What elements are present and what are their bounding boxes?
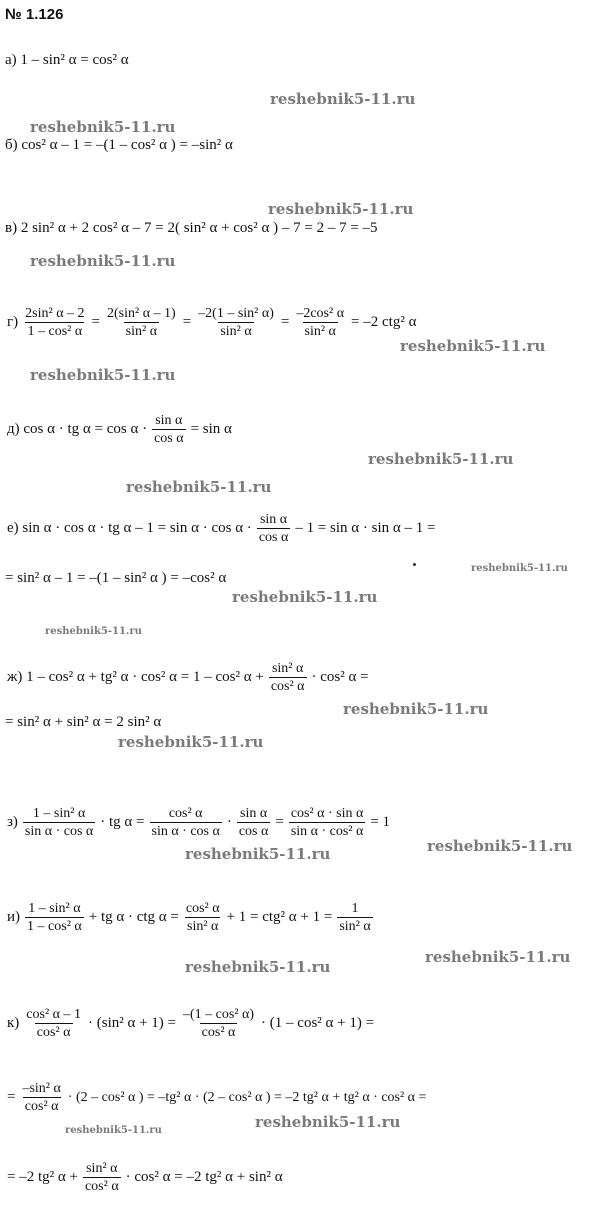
fraction xyxy=(257,511,291,546)
fraction xyxy=(23,805,95,840)
fraction xyxy=(20,1080,62,1115)
watermark-text: reshebnik5-11.ru xyxy=(255,1113,401,1131)
numerator: cos² α xyxy=(185,901,220,916)
item-b xyxy=(5,137,233,154)
watermark-text: reshebnik5-11.ru xyxy=(185,845,331,863)
watermark-text: reshebnik5-11.ru xyxy=(65,1125,162,1136)
fraction xyxy=(184,900,222,935)
item-v-text: в) 2 sin² α + 2 cos² α – 7 = 2( sin² α + cos² α ) – 7 = 2 – 7 = –5 xyxy=(5,220,378,236)
item-k-line3 xyxy=(5,1160,285,1195)
item-e-line2-text: = sin² α – 1 = –(1 – sin² α ) = –cos² α xyxy=(5,570,227,586)
fraction xyxy=(83,1160,121,1195)
item-z-mid2: · xyxy=(226,814,232,830)
watermark-text: reshebnik5-11.ru xyxy=(270,90,416,108)
fraction xyxy=(237,805,271,840)
watermark-text: reshebnik5-11.ru xyxy=(30,366,176,384)
watermark-text: reshebnik5-11.ru xyxy=(471,563,568,574)
item-k-label: к) xyxy=(7,1015,20,1031)
item-d xyxy=(5,412,234,447)
numerator: 1 – sin² α xyxy=(28,901,81,916)
item-i-mid2: + 1 = ctg² α + 1 = xyxy=(226,909,333,925)
item-k-tail: · (1 – cos² α + 1) = xyxy=(261,1015,375,1031)
stray-dot xyxy=(413,563,416,566)
watermark-text: reshebnik5-11.ru xyxy=(368,450,514,468)
denominator: 1 – cos² α xyxy=(27,919,82,934)
watermark-text: reshebnik5-11.ru xyxy=(45,626,142,637)
numerator: sin² α xyxy=(271,661,304,676)
item-zh-line2-text: = sin² α + sin² α = 2 sin² α xyxy=(5,714,162,730)
fraction xyxy=(105,305,178,340)
numerator: –2(1 – sin² α) xyxy=(198,306,274,321)
item-v xyxy=(5,220,378,237)
watermark-text: reshebnik5-11.ru xyxy=(30,118,176,136)
item-k xyxy=(5,1006,376,1041)
item-z-mid1: · tg α = xyxy=(100,814,145,830)
item-k-line2-tail: · (2 – cos² α ) = –tg² α · (2 – cos² α ) = –2 tg² α + tg² α · cos² α = xyxy=(67,1089,427,1105)
item-zh-head: ж) 1 – cos² α + tg² α · cos² α = 1 – cos² α + xyxy=(7,669,264,685)
fraction xyxy=(294,305,346,340)
denominator: cos² α xyxy=(84,1179,119,1194)
denominator: cos² α xyxy=(24,1099,59,1114)
watermark-text: reshebnik5-11.ru xyxy=(118,733,264,751)
item-e-line2 xyxy=(5,570,226,587)
watermark-text: reshebnik5-11.ru xyxy=(427,837,573,855)
watermark-text: reshebnik5-11.ru xyxy=(185,958,331,976)
denominator: cos α xyxy=(258,530,289,545)
fraction xyxy=(25,900,84,935)
fraction xyxy=(269,660,307,695)
numerator: cos² α – 1 xyxy=(26,1007,81,1022)
item-zh-line2 xyxy=(5,714,161,731)
item-e-head: е) sin α · cos α · tg α – 1 = sin α · cos α · xyxy=(7,520,252,536)
numerator: sin² α xyxy=(86,1161,118,1176)
denominator: sin² α xyxy=(220,324,252,339)
numerator: cos² α · sin α xyxy=(290,806,364,821)
item-e-tail: – 1 = sin α · sin α – 1 = xyxy=(295,520,436,536)
watermark-text: reshebnik5-11.ru xyxy=(126,478,272,496)
denominator: sin α · cos² α xyxy=(290,824,364,839)
item-z-result: = 1 xyxy=(370,814,391,830)
item-k-line3-head: = –2 tg² α + xyxy=(7,1169,78,1185)
numerator: –2cos² α xyxy=(296,306,345,321)
numerator: 2(sin² α – 1) xyxy=(107,306,176,321)
item-d-result: = sin α xyxy=(190,421,232,437)
numerator: 1 – sin² α xyxy=(32,806,86,821)
denominator: sin² α xyxy=(125,324,158,339)
denominator: cos² α xyxy=(270,679,305,694)
item-k-line3-tail: · cos² α = –2 tg² α + sin² α xyxy=(125,1169,283,1185)
item-k-line2-head: = xyxy=(7,1089,16,1105)
item-a xyxy=(5,52,129,69)
fraction xyxy=(337,900,372,935)
denominator: sin² α xyxy=(339,919,371,934)
numerator: –(1 – cos² α) xyxy=(183,1007,255,1022)
item-i-label: и) xyxy=(7,909,21,925)
numerator: sin α xyxy=(155,413,183,428)
numerator: cos² α xyxy=(168,806,203,821)
equals-sign: = xyxy=(91,314,100,330)
watermark-text: reshebnik5-11.ru xyxy=(400,337,546,355)
item-k-mid1: · (sin² α + 1) = xyxy=(88,1015,177,1031)
item-e xyxy=(5,511,437,546)
item-g-label: г) xyxy=(7,314,19,330)
denominator: cos² α xyxy=(36,1025,71,1040)
item-k-line2 xyxy=(5,1080,428,1115)
item-a-text: а) 1 – sin² α = cos² α xyxy=(5,52,129,68)
watermark-text: reshebnik5-11.ru xyxy=(30,252,176,270)
fraction xyxy=(24,1006,83,1041)
fraction xyxy=(181,1006,256,1041)
item-zh xyxy=(5,660,371,695)
numerator: sin α xyxy=(259,512,288,527)
item-i xyxy=(5,900,376,935)
watermark-text: reshebnik5-11.ru xyxy=(425,948,571,966)
item-z xyxy=(5,805,392,840)
watermark-text: reshebnik5-11.ru xyxy=(343,700,489,718)
numerator: 2sin² α – 2 xyxy=(25,306,85,321)
denominator: cos² α xyxy=(201,1025,236,1040)
denominator: 1 – cos² α xyxy=(27,324,83,339)
denominator: cos α xyxy=(238,824,269,839)
denominator: sin² α xyxy=(187,919,219,934)
equals-sign: = xyxy=(275,814,284,830)
fraction xyxy=(23,305,86,340)
fraction xyxy=(152,412,186,447)
numerator: 1 xyxy=(351,901,359,916)
fraction xyxy=(196,305,276,340)
numerator: sin α xyxy=(240,806,268,821)
equals-sign: = xyxy=(280,314,290,330)
item-zh-tail: · cos² α = xyxy=(311,669,369,685)
item-z-label: з) xyxy=(7,814,18,830)
item-g-result: = –2 ctg² α xyxy=(351,314,417,330)
fraction xyxy=(289,805,366,840)
item-d-head: д) cos α · tg α = cos α · xyxy=(7,421,148,437)
item-g xyxy=(5,305,418,340)
item-i-mid1: + tg α · ctg α = xyxy=(88,909,179,925)
denominator: sin² α xyxy=(304,324,336,339)
denominator: cos α xyxy=(154,431,184,446)
denominator: sin α · cos α xyxy=(151,824,220,839)
item-b-text: б) cos² α – 1 = –(1 – cos² α ) = –sin² α xyxy=(5,137,233,153)
watermark-text: reshebnik5-11.ru xyxy=(268,200,414,218)
problem-number: № 1.126 xyxy=(5,6,64,23)
equals-sign: = xyxy=(182,314,192,330)
watermark-text: reshebnik5-11.ru xyxy=(232,588,378,606)
fraction xyxy=(150,805,222,840)
numerator: –sin² α xyxy=(22,1081,61,1096)
denominator: sin α · cos α xyxy=(24,824,94,839)
